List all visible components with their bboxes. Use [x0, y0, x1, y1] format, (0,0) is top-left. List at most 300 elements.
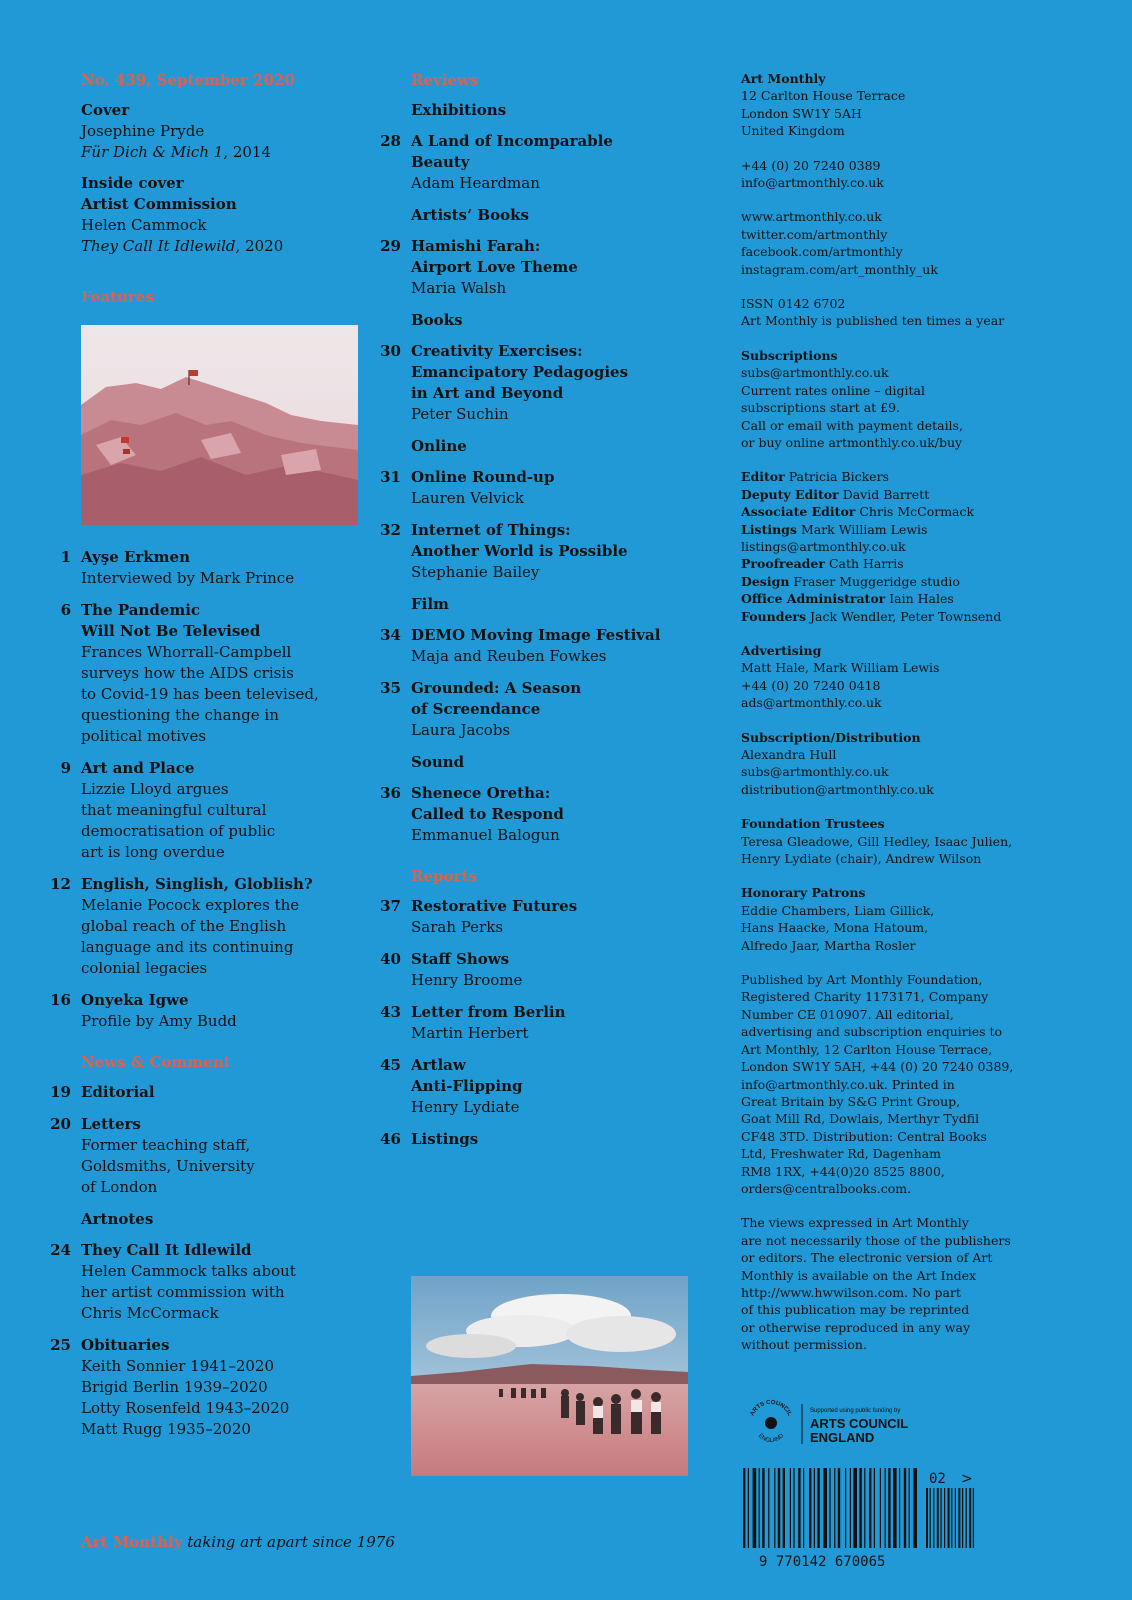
- barcode-addon-bar: [948, 1488, 950, 1548]
- colophon-line: [741, 1284, 1111, 1301]
- colophon-text: listings@artmonthly.co.uk: [741, 538, 906, 554]
- review-group-entries: [368, 341, 698, 425]
- review-group-label: Artists’ Books: [411, 206, 529, 224]
- colophon-line: [741, 382, 1111, 399]
- entry-description: Keith Sonnier 1941–2020: [81, 1357, 275, 1375]
- entry-description: Former teaching staff,: [81, 1136, 251, 1154]
- barcode-addon-bar: [962, 1488, 963, 1548]
- entry-title: Restorative Futures: [411, 897, 578, 915]
- cover-work-title: Für Dich & Mich 1: [81, 143, 224, 161]
- colophon-text: http://www.hwwilson.com. No part: [741, 1284, 961, 1300]
- barcode-addon-bar: [969, 1488, 971, 1548]
- colophon-line: [741, 590, 1111, 607]
- entry-description: Lizzie Lloyd argues: [81, 780, 229, 798]
- artist-commission-heading: Artist Commission: [81, 195, 237, 213]
- cover-work-year: , 2014: [223, 143, 272, 161]
- colophon-text: +44 (0) 20 7240 0418: [741, 677, 881, 693]
- colophon-text: ISSN 0142 6702: [741, 296, 846, 312]
- colophon-text: or otherwise reproduced in any way: [741, 1319, 971, 1335]
- review-group-label: Online: [411, 437, 467, 455]
- entry-title: Anti-Flipping: [411, 1077, 523, 1095]
- colophon-text: Goat Mill Rd, Dowlais, Merthyr Tydfil: [741, 1111, 980, 1127]
- barcode-bar: [793, 1468, 794, 1548]
- colophon-line: [741, 971, 1111, 988]
- colophon-line: [741, 1128, 1111, 1145]
- colophon-line: [741, 1023, 1111, 1040]
- contents-entry: [50, 1335, 360, 1440]
- colophon-label: Proofreader: [741, 556, 825, 572]
- colophon-text: CF48 3TD. Distribution: Central Books: [741, 1128, 987, 1144]
- barcode-addon-bar: [926, 1488, 928, 1548]
- inside-cover-heading: Inside cover: [81, 174, 184, 192]
- barcode-bar: [829, 1468, 830, 1548]
- contents-entry: [368, 1002, 698, 1044]
- colophon-block: [741, 295, 1111, 330]
- barcode-bar: [798, 1468, 800, 1548]
- barcode-addon-bar: [951, 1488, 952, 1548]
- entry-title: Will Not Be Televised: [81, 622, 261, 640]
- colophon-line: [741, 1093, 1111, 1110]
- barcode-addon-bar: [955, 1488, 956, 1548]
- barcode-bar: [913, 1468, 917, 1548]
- contents-entry: [368, 520, 698, 583]
- colophon-line: [741, 122, 1111, 139]
- barcode-addon-bar: [937, 1488, 939, 1548]
- colophon-line: [741, 347, 1111, 364]
- colophon-column: [741, 70, 1111, 1371]
- review-group-entries: [368, 467, 698, 583]
- features-list: [50, 547, 360, 1032]
- colophon-text: Teresa Gleadowe, Gill Hedley, Isaac Julien,: [741, 833, 1013, 849]
- barcode-bar: [853, 1468, 857, 1548]
- barcode-bar: [823, 1468, 827, 1548]
- page-number: 6: [60, 601, 71, 619]
- entry-title: Online Round-up: [411, 468, 555, 486]
- contents-entry: [368, 896, 698, 938]
- barcode-bar: [850, 1468, 851, 1548]
- barcode-bar: [753, 1468, 757, 1548]
- colophon-line: [741, 1267, 1111, 1284]
- colophon-line: [741, 781, 1111, 798]
- colophon-text: +44 (0) 20 7240 0389: [741, 157, 881, 173]
- news-comment-header: News & Comment: [81, 1053, 231, 1071]
- colophon-line: [741, 261, 1111, 278]
- colophon-block: [741, 815, 1111, 867]
- barcode-addon-bar: [933, 1488, 934, 1548]
- colophon-text: Iain Hales: [885, 591, 954, 607]
- contents-entry: [50, 990, 360, 1032]
- colophon-label: Office Administrator: [741, 591, 886, 607]
- colophon-line: [741, 677, 1111, 694]
- colophon-line: [741, 70, 1111, 87]
- colophon-line: [741, 902, 1111, 919]
- colophon-block: [741, 347, 1111, 451]
- colophon-line: [741, 1180, 1111, 1197]
- colophon-line: [741, 364, 1111, 381]
- page-number: 43: [380, 1003, 401, 1021]
- cover-work: [81, 142, 360, 163]
- entry-description: global reach of the English: [81, 917, 287, 935]
- entry-description: Maria Walsh: [411, 279, 507, 297]
- features-photo-rocky-hill-with-flags: [81, 325, 358, 525]
- page-number: 45: [380, 1056, 401, 1074]
- colophon-text: Art Monthly, 12 Carlton House Terrace,: [741, 1041, 993, 1057]
- colophon-label: Founders: [741, 608, 807, 624]
- colophon-line: [741, 1076, 1111, 1093]
- entry-title: Obituaries: [81, 1336, 170, 1354]
- colophon-text: subs@artmonthly.co.uk: [741, 365, 889, 381]
- colophon-text: or editors. The electronic version of Art: [741, 1250, 993, 1266]
- barcode-bar: [748, 1468, 749, 1548]
- barcode-addon-bar: [944, 1488, 945, 1548]
- entry-title: Onyeka Igwe: [81, 991, 189, 1009]
- review-group-label: Books: [411, 311, 463, 329]
- colophon-line: [741, 573, 1111, 590]
- barcode-bar: [768, 1468, 769, 1548]
- features-header: Features: [81, 288, 154, 306]
- contents-entry: [50, 547, 360, 589]
- page-number: 28: [380, 132, 401, 150]
- barcode-bar: [778, 1468, 780, 1548]
- colophon-text: facebook.com/artmonthly: [741, 244, 903, 260]
- colophon-line: [741, 937, 1111, 954]
- colophon-text: twitter.com/artmonthly: [741, 226, 888, 242]
- entry-title: Another World is Possible: [411, 542, 628, 560]
- barcode-bar: [904, 1468, 906, 1548]
- colophon-text: info@artmonthly.co.uk. Printed in: [741, 1076, 955, 1092]
- barcode-addon-bar: [966, 1488, 967, 1548]
- contents-entry: [368, 783, 698, 846]
- review-group-entries: [368, 783, 698, 846]
- barcode-bar: [874, 1468, 875, 1548]
- colophon-text: advertising and subscription enquiries to: [741, 1024, 1003, 1040]
- colophon-text: Henry Lydiate (chair), Andrew Wilson: [741, 851, 982, 867]
- page-number: 12: [50, 875, 71, 893]
- colophon-line: [741, 312, 1111, 329]
- entry-description: questioning the change in: [81, 706, 279, 724]
- barcode-bar: [790, 1468, 791, 1548]
- barcode-addon-digits: 02: [929, 1471, 946, 1487]
- colophon-label: Listings: [741, 521, 797, 537]
- entry-title: Airport Love Theme: [411, 258, 578, 276]
- entry-title: English, Singlish, Globlish?: [81, 875, 313, 893]
- colophon-line: [741, 1058, 1111, 1075]
- contents-entry: [368, 467, 698, 509]
- colophon-block: [741, 971, 1111, 1197]
- page-number: 31: [380, 468, 401, 486]
- inside-cover-work: [81, 236, 360, 257]
- entry-description: her artist commission with: [81, 1283, 285, 1301]
- entry-description: Profile by Amy Budd: [81, 1012, 237, 1030]
- entry-description: Adam Heardman: [411, 174, 540, 192]
- entry-description: to Covid-19 has been televised,: [81, 685, 319, 703]
- colophon-text: Great Britain by S&G Print Group,: [741, 1093, 961, 1109]
- colophon-line: [741, 174, 1111, 191]
- colophon-line: [741, 1145, 1111, 1162]
- colophon-text: Monthly is available on the Art Index: [741, 1267, 977, 1283]
- colophon-label: Foundation Trustees: [741, 816, 885, 832]
- barcode-bar: [909, 1468, 910, 1548]
- review-group-label: Film: [411, 595, 449, 613]
- colophon-text: without permission.: [741, 1337, 867, 1353]
- logo-supported-text: Supported using public funding by: [810, 1408, 901, 1414]
- page-number: 36: [380, 784, 401, 802]
- contents-entry: [368, 1129, 698, 1150]
- review-group-entries: [368, 236, 698, 299]
- issue-header: No. 439, September 2020: [81, 71, 295, 89]
- entry-title: The Pandemic: [81, 601, 201, 619]
- entry-title: Beauty: [411, 153, 470, 171]
- colophon-text: Registered Charity 1173171, Company: [741, 989, 989, 1005]
- entry-description: Sarah Perks: [411, 918, 504, 936]
- entry-description: Emmanuel Balogun: [411, 826, 560, 844]
- colophon-block: [741, 729, 1111, 799]
- entry-title: Internet of Things:: [411, 521, 571, 539]
- entry-description: Chris McCormack: [81, 1304, 219, 1322]
- entry-description: language and its continuing: [81, 938, 294, 956]
- colophon-line: [741, 399, 1111, 416]
- entry-description: Henry Broome: [411, 971, 523, 989]
- barcode-bar: [774, 1468, 775, 1548]
- entry-title: A Land of Incomparable: [411, 132, 613, 150]
- inside-cover-work-year: , 2020: [235, 237, 284, 255]
- colophon-line: [741, 105, 1111, 122]
- colophon-text: Art Monthly is published ten times a year: [741, 313, 1005, 329]
- barcode-bar: [899, 1468, 900, 1548]
- logo-name-line-1: ARTS COUNCIL: [810, 1416, 909, 1431]
- colophon-line: [741, 87, 1111, 104]
- entry-title: Emancipatory Pedagogies: [411, 363, 629, 381]
- colophon-label: Subscriptions: [741, 347, 838, 363]
- entry-description: Matt Rugg 1935–2020: [81, 1420, 251, 1438]
- artnotes-label: Artnotes: [81, 1210, 154, 1228]
- colophon-text: London SW1Y 5AH, +44 (0) 20 7240 0389,: [741, 1059, 1014, 1075]
- reports-list: [368, 896, 698, 1150]
- colophon-text: Alfredo Jaar, Martha Rosler: [741, 937, 916, 953]
- barcode: [741, 1466, 991, 1570]
- entry-description: surveys how the AIDS crisis: [81, 664, 294, 682]
- barcode-bar: [803, 1468, 804, 1548]
- colophon-line: [741, 208, 1111, 225]
- reports-header: Reports: [411, 867, 477, 885]
- contents-entry: [50, 874, 360, 979]
- entry-title: in Art and Beyond: [411, 384, 564, 402]
- barcode-digits: 9 770142 670065: [759, 1554, 886, 1570]
- colophon-text: of this publication may be reprinted: [741, 1302, 970, 1318]
- colophon-line: [741, 815, 1111, 832]
- entry-description: Peter Suchin: [411, 405, 509, 423]
- contents-column-1: [50, 70, 360, 1451]
- entry-description: Lauren Velvick: [411, 489, 524, 507]
- entry-title: Listings: [411, 1130, 479, 1148]
- colophon-line: [741, 157, 1111, 174]
- page-number: 32: [380, 521, 401, 539]
- barcode-bar: [838, 1468, 840, 1548]
- barcode-bar: [759, 1468, 760, 1548]
- barcode-bar: [859, 1468, 861, 1548]
- barcode-bar: [814, 1468, 815, 1548]
- colophon-line: [741, 659, 1111, 676]
- entry-title: Ayşe Erkmen: [81, 548, 191, 566]
- colophon-block: [741, 157, 1111, 192]
- colophon-block: [741, 1214, 1111, 1353]
- contents-entry: [50, 1114, 360, 1198]
- barcode-arrow: >: [961, 1471, 973, 1487]
- entry-description: colonial legacies: [81, 959, 208, 977]
- footer-tagline-text: taking art apart since 1976: [182, 1533, 395, 1551]
- entry-title: Called to Respond: [411, 805, 564, 823]
- colophon-text: Mark William Lewis: [796, 521, 928, 537]
- page-number: 40: [380, 950, 401, 968]
- colophon-line: [741, 833, 1111, 850]
- colophon-line: [741, 521, 1111, 538]
- barcode-bar: [809, 1468, 811, 1548]
- colophon-block: [741, 70, 1111, 140]
- colophon-line: [741, 1110, 1111, 1127]
- cover-artist: Josephine Pryde: [81, 122, 205, 140]
- logo-name-line-2: ENGLAND: [810, 1430, 875, 1445]
- entry-description: of London: [81, 1178, 158, 1196]
- colophon-line: [741, 434, 1111, 451]
- page-number: 1: [60, 548, 71, 566]
- entry-description: democratisation of public: [81, 822, 276, 840]
- barcode-bar: [834, 1468, 835, 1548]
- colophon-line: [741, 1041, 1111, 1058]
- page-number: 29: [380, 237, 401, 255]
- barcode-bar: [888, 1468, 890, 1548]
- entry-title: Letters: [81, 1115, 141, 1133]
- colophon-text: ads@artmonthly.co.uk: [741, 695, 882, 711]
- colophon-line: [741, 1006, 1111, 1023]
- colophon-text: info@artmonthly.co.uk: [741, 175, 884, 191]
- arts-council-england-logo: [746, 1398, 986, 1448]
- page-number: 37: [380, 897, 401, 915]
- colophon-line: [741, 763, 1111, 780]
- entry-title: Letter from Berlin: [411, 1003, 566, 1021]
- svg-text:ENGLAND: [757, 1433, 786, 1445]
- colophon-text: subscriptions start at £9.: [741, 400, 901, 416]
- colophon-line: [741, 1336, 1111, 1353]
- entry-description: Laura Jacobs: [411, 721, 511, 739]
- contents-entry: [50, 1082, 360, 1103]
- footer-brand: Art Monthly: [81, 1533, 183, 1551]
- reviews-groups: [368, 100, 698, 846]
- barcode-bar: [762, 1468, 764, 1548]
- entry-title: Artlaw: [411, 1056, 466, 1074]
- colophon-line: [741, 919, 1111, 936]
- entry-description: Interviewed by Mark Prince: [81, 569, 295, 587]
- colophon-text: Published by Art Monthly Foundation,: [741, 972, 983, 988]
- news-list: [50, 1082, 360, 1198]
- entry-description: Melanie Pocock explores the: [81, 896, 300, 914]
- page-number: 9: [60, 759, 71, 777]
- colophon-text: are not necessarily those of the publishers: [741, 1232, 1011, 1248]
- colophon-text: Number CE 010907. All editorial,: [741, 1006, 954, 1022]
- colophon-text: Ltd, Freshwater Rd, Dagenham: [741, 1146, 941, 1162]
- colophon-text: orders@centralbooks.com.: [741, 1180, 912, 1196]
- colophon-line: [741, 1249, 1111, 1266]
- barcode-bar: [817, 1468, 819, 1548]
- colophon-line: [741, 850, 1111, 867]
- barcode-bar: [783, 1468, 785, 1548]
- entry-description: Lotty Rosenfeld 1943–2020: [81, 1399, 290, 1417]
- contents-entry: [368, 678, 698, 741]
- entry-title: Editorial: [81, 1083, 155, 1101]
- contents-entry: [50, 1240, 360, 1324]
- logo-ring-bottom-text: ENGLAND: [756, 1433, 786, 1445]
- colophon-line: [741, 503, 1111, 520]
- barcode-bar: [869, 1468, 871, 1548]
- footer-tagline: [81, 1532, 395, 1552]
- page-number: 19: [50, 1083, 71, 1101]
- entry-title: Staff Shows: [411, 950, 510, 968]
- colophon-line: [741, 694, 1111, 711]
- page-number: 24: [50, 1241, 71, 1259]
- colophon-line: [741, 226, 1111, 243]
- page-number: 46: [380, 1130, 401, 1148]
- barcode-bar: [885, 1468, 886, 1548]
- contents-entry: [368, 625, 698, 667]
- entry-title: Hamishi Farah:: [411, 237, 541, 255]
- colophon-label: Subscription/Distribution: [741, 729, 921, 745]
- entry-description: Goldsmiths, University: [81, 1157, 255, 1175]
- page-number: 35: [380, 679, 401, 697]
- colophon-line: [741, 1301, 1111, 1318]
- colophon-line: [741, 555, 1111, 572]
- colophon-block: [741, 208, 1111, 278]
- colophon-text: Fraser Muggeridge studio: [789, 573, 960, 589]
- barcode-addon-bar: [973, 1488, 974, 1548]
- colophon-line: [741, 729, 1111, 746]
- colophon-line: [741, 468, 1111, 485]
- colophon-text: Patricia Bickers: [784, 469, 889, 485]
- colophon-block: [741, 468, 1111, 625]
- entry-title: Shenece Oretha:: [411, 784, 551, 802]
- page-number: 25: [50, 1336, 71, 1354]
- entry-description: Stephanie Bailey: [411, 563, 540, 581]
- colophon-text: or buy online artmonthly.co.uk/buy: [741, 434, 963, 450]
- entry-description: Frances Whorrall-Campbell: [81, 643, 292, 661]
- contents-entry: [368, 1055, 698, 1118]
- colophon-text: Jack Wendler, Peter Townsend: [806, 608, 1002, 624]
- colophon-text: Cath Harris: [824, 556, 904, 572]
- contents-entry: [368, 949, 698, 991]
- colophon-text: RM8 1RX, +44(0)20 8525 8800,: [741, 1163, 945, 1179]
- colophon-label: Art Monthly: [741, 71, 826, 86]
- entry-title: DEMO Moving Image Festival: [411, 626, 661, 644]
- colophon-label: Design: [741, 573, 790, 589]
- barcode-bar: [864, 1468, 865, 1548]
- colophon-label: Associate Editor: [741, 504, 856, 520]
- entry-title: Art and Place: [81, 759, 195, 777]
- colophon-line: [741, 538, 1111, 555]
- colophon-block: [741, 642, 1111, 712]
- colophon-line: [741, 1232, 1111, 1249]
- entry-description: Brigid Berlin 1939–2020: [81, 1378, 268, 1396]
- colophon-line: [741, 1163, 1111, 1180]
- colophon-label: Editor: [741, 469, 785, 485]
- inside-cover-credit: [50, 173, 360, 257]
- colophon-text: The views expressed in Art Monthly: [741, 1215, 969, 1231]
- contents-entry: [50, 758, 360, 863]
- cover-credit: [50, 100, 360, 163]
- entry-description: art is long overdue: [81, 843, 225, 861]
- colophon-text: distribution@artmonthly.co.uk: [741, 781, 934, 797]
- entry-description: Helen Cammock talks about: [81, 1262, 296, 1280]
- reviews-photo-people-wading-in-water: [411, 1276, 688, 1476]
- review-group-label: Exhibitions: [411, 101, 507, 119]
- colophon-line: [741, 486, 1111, 503]
